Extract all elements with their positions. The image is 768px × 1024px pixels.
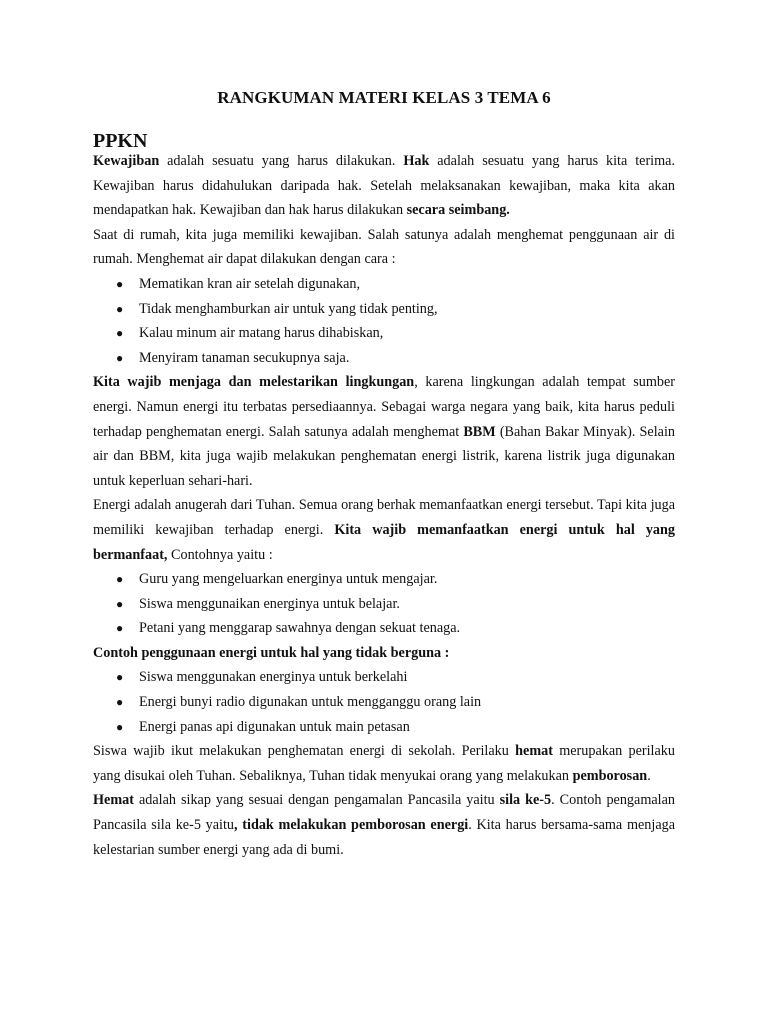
list-item-text: Siswa menggunaikan energinya untuk belajar. [139,595,400,612]
list-item-text: Menyiram tanaman secukupnya saja. [139,349,350,366]
bullet-icon: ● [116,719,124,734]
term-pemborosan: pemborosan [572,767,648,784]
list-item [93,616,675,641]
text-span: . Contoh pengamalan Pancasila sila ke-5 yaitu [93,792,675,834]
bullet-icon: ● [116,301,124,316]
list-energi-tidak-berguna [93,665,675,739]
list-item [93,567,675,592]
term-hak: Hak [403,153,430,169]
list-energi-bermanfaat [93,567,675,641]
text-span: (Bahan Bakar Minyak). Selain air dan BBM, kita juga wajib melakukan penghematan energi listrik, karena listrik juga digunakan untuk keperluan sehari-hari. [93,423,675,489]
list-item [93,297,675,322]
document-title: RANGKUMAN MATERI KELAS 3 TEMA 6 [217,88,551,107]
list-item-text: Petani yang menggarap sawahnya dengan sekuat tenaga. [139,620,461,637]
term-seimbang: secara seimbang. [406,202,510,219]
bullet-icon: ● [116,695,124,710]
bullet-icon: ● [116,621,124,636]
term-bbm: BBM [463,423,496,440]
bullet-icon: ● [116,670,124,685]
bullet-icon: ● [116,276,124,291]
paragraph-tidak-berguna-heading [93,641,675,666]
text-span: Contohnya yaitu : [167,546,273,563]
list-item-text: Mematikan kran air setelah digunakan, [139,275,361,292]
text-span: . Kita harus bersama-sama menjaga kelestarian sumber energi yang ada di bumi. [93,817,676,858]
paragraph-pancasila [93,788,675,862]
document-body [93,149,675,862]
list-item [93,272,675,297]
text-span: adalah sesuatu yang harus dilakukan. [159,153,404,169]
list-item-text: Energi panas api digunakan untuk main petasan [139,718,410,735]
list-item-text: Tidak menghamburkan air untuk yang tidak penting, [139,300,438,317]
bullet-icon: ● [116,350,124,365]
term-hemat: Hemat [93,792,134,809]
list-item [93,715,675,740]
bullet-icon: ● [116,572,124,587]
paragraph-energi [93,493,675,567]
list-item [93,665,675,690]
section-heading-ppkn: PPKN [93,130,148,152]
list-item [93,592,675,617]
list-item-text: Guru yang mengeluarkan energinya untuk mengajar. [139,571,438,588]
list-item [93,346,675,371]
term-tidak-pemborosan: , tidak melakukan pemborosan energi [234,817,469,834]
list-item-text: Energi bunyi radio digunakan untuk mengganggu orang lain [139,694,482,711]
paragraph-menghemat-air: Saat di rumah, kita juga memiliki kewajiban. Salah satunya adalah menghemat penggunaan air di rumah. Menghemat air dapat dilakukan dengan cara : [93,226,675,268]
text-span: adalah sesuatu yang harus kita terima. Kewajiban harus didahulukan daripada hak. Setelah melaksanakan kewajiban, maka kita akan mendapatkan hak. Kewajiban dan hak harus dilakukan [93,153,675,219]
bullet-icon: ● [116,326,124,341]
term-bermanfaat: Kita wajib memanfaatkan energi untuk hal yang bermanfaat, [93,521,676,563]
paragraph-lingkungan [93,370,675,493]
text-span: adalah sikap yang sesuai dengan pengamalan Pancasila yaitu [133,792,500,809]
text-span: . [647,767,651,784]
term-hemat: hemat [515,743,553,760]
term-kewajiban: Kewajiban [93,153,160,169]
bullet-icon: ● [116,596,124,611]
term-sila-ke-5: sila ke-5 [499,792,552,809]
subheading-tidak-berguna: Contoh penggunaan energi untuk hal yang tidak berguna : [93,644,450,661]
list-menghemat-air [93,272,675,370]
text-span: merupakan perilaku yang disukai oleh Tuhan. Sebaliknya, Tuhan tidak menyukai orang yang melakukan [93,743,675,784]
paragraph-kewajiban [93,149,675,223]
text-span: Siswa wajib ikut melakukan penghematan energi di sekolah. Perilaku [93,743,516,760]
paragraph-hemat-sekolah [93,739,675,788]
list-item [93,690,675,715]
list-item [93,321,675,346]
text-span: , karena lingkungan adalah tempat sumber energi. Namun energi itu terbatas persediaannya. Sebagai warga negara yang baik, kita harus peduli terhadap penghematan energi. Salah satunya adalah menghemat [93,374,675,440]
text-span: Energi adalah anugerah dari Tuhan. Semua orang berhak memanfaatkan energi tersebut. Tapi kita juga memiliki kewajiban terhadap energi. [93,497,675,538]
list-item-text: Siswa menggunakan energinya untuk berkelahi [139,669,408,686]
list-item-text: Kalau minum air matang harus dihabiskan, [139,325,384,342]
term-lingkungan: Kita wajib menjaga dan melestarikan lingkungan [93,374,415,391]
